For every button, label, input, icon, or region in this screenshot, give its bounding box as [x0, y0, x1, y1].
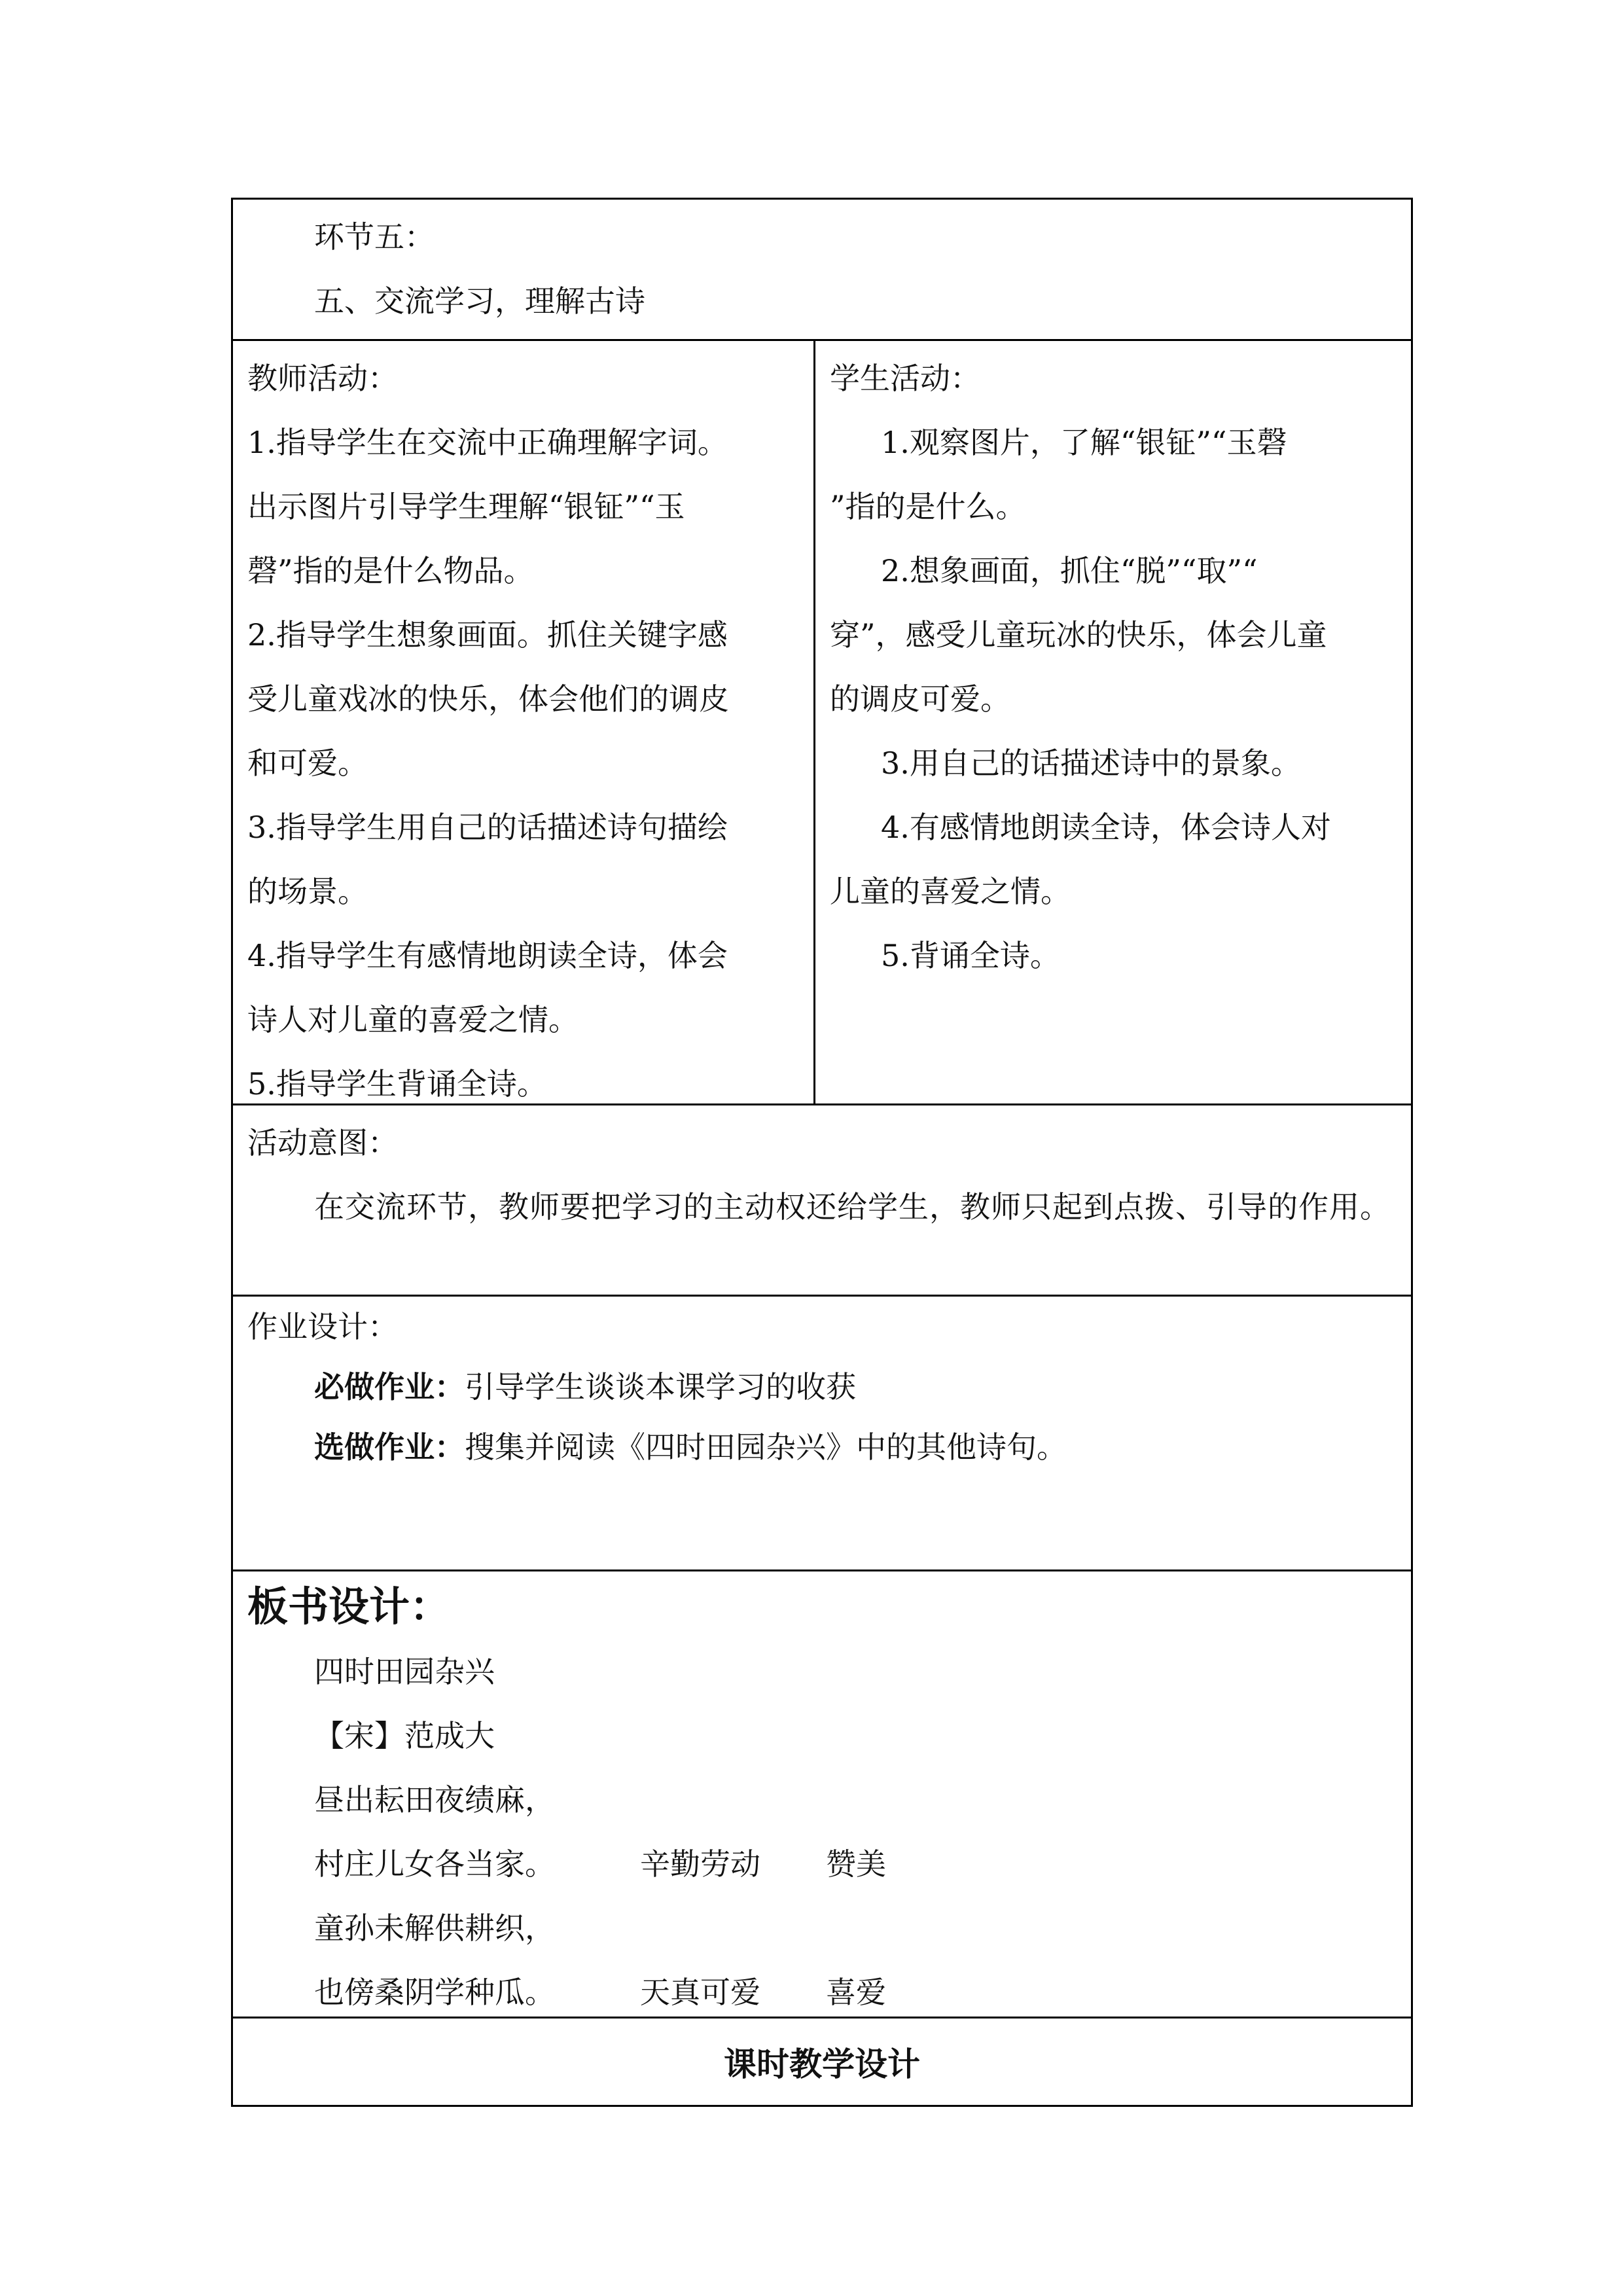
student-line: 的调皮可爱。: [830, 681, 1010, 717]
board-heading: 板书设计：: [247, 1583, 451, 1630]
activities-row: [233, 341, 1411, 1105]
teacher-line: 4.指导学生有感情地朗读全诗，体会: [247, 938, 728, 973]
teacher-line: 3.指导学生用自己的话描述诗句描绘: [247, 810, 728, 845]
poem-line-3: 童孙未解供耕织，: [314, 1910, 555, 1946]
student-line: 2.想象画面，抓住“脱”“取”“: [881, 553, 1258, 588]
teacher-activities-cell: [233, 341, 815, 1103]
intent-text: 在交流环节，教师要把学习的主动权还给学生，教师只起到点拨、引导的作用。: [314, 1189, 1391, 1225]
poem-line-2-note-1: 辛勤劳动: [640, 1846, 760, 1882]
section-row: [233, 200, 1411, 341]
teacher-line: 2.指导学生想象画面。抓住关键字感: [247, 617, 728, 653]
poem-line-4-text: 也傍桑阴学种瓜。: [314, 1975, 555, 2010]
intent-heading: 活动意图：: [247, 1125, 398, 1160]
teacher-line: 1.指导学生在交流中正确理解字词。: [247, 425, 728, 460]
intent-row: [233, 1105, 1411, 1297]
optional-homework-label: 选做作业：: [314, 1429, 465, 1465]
teacher-line: 磬”指的是什么物品。: [247, 553, 534, 588]
student-line: 1.观察图片，了解“银钲”“玉磬: [881, 425, 1287, 460]
optional-homework: [233, 1417, 1411, 1477]
board-design-row: [233, 1571, 1411, 2018]
student-activities-cell: [815, 341, 1411, 1103]
optional-homework-text: 搜集并阅读《四时田园杂兴》中的其他诗句。: [465, 1429, 1067, 1465]
poem-line-4-note-2: 喜爱: [826, 1975, 886, 2010]
student-line: 3.用自己的话描述诗中的景象。: [881, 745, 1301, 781]
homework-heading: 作业设计：: [247, 1309, 398, 1344]
lesson-plan-table: [231, 198, 1413, 2107]
poem-line-2: [233, 1832, 1411, 1896]
required-homework: [233, 1357, 1411, 1417]
student-line: 5.背诵全诗。: [881, 938, 1060, 973]
poem-line-2-note-2: 赞美: [826, 1846, 886, 1882]
poem-line-2-text: 村庄儿女各当家。: [314, 1846, 555, 1882]
student-line: 4.有感情地朗读全诗，体会诗人对: [881, 810, 1331, 845]
poem-author: 【宋】范成大: [314, 1718, 495, 1753]
teacher-line: 受儿童戏冰的快乐，体会他们的调皮: [247, 681, 729, 717]
student-line: 穿”，感受儿童玩冰的快乐，体会儿童: [830, 617, 1327, 653]
footer-row: [233, 2018, 1411, 2105]
teacher-heading: 教师活动：: [247, 361, 398, 396]
student-line: ”指的是什么。: [830, 489, 1026, 524]
teacher-line: 的场景。: [247, 874, 368, 909]
homework-row: [233, 1297, 1411, 1571]
required-homework-text: 引导学生谈谈本课学习的收获: [465, 1369, 856, 1405]
poem-title: 四时田园杂兴: [314, 1654, 495, 1689]
teacher-line: 5.指导学生背诵全诗。: [247, 1066, 547, 1102]
student-heading: 学生活动：: [830, 361, 980, 396]
student-line: 儿童的喜爱之情。: [830, 874, 1071, 909]
poem-line-4: [233, 1960, 1411, 2024]
teacher-line: 诗人对儿童的喜爱之情。: [247, 1002, 579, 1037]
section-title: 五、交流学习，理解古诗: [314, 283, 645, 319]
section-label: 环节五：: [314, 219, 435, 255]
footer-title: 课时教学设计: [724, 2045, 920, 2083]
teacher-line: 出示图片引导学生理解“银钲”“玉: [247, 489, 685, 524]
teacher-line: 和可爱。: [247, 745, 368, 781]
poem-line-4-note-1: 天真可爱: [640, 1975, 760, 2010]
required-homework-label: 必做作业：: [314, 1369, 465, 1405]
poem-line-1: 昼出耘田夜绩麻，: [314, 1782, 555, 1818]
